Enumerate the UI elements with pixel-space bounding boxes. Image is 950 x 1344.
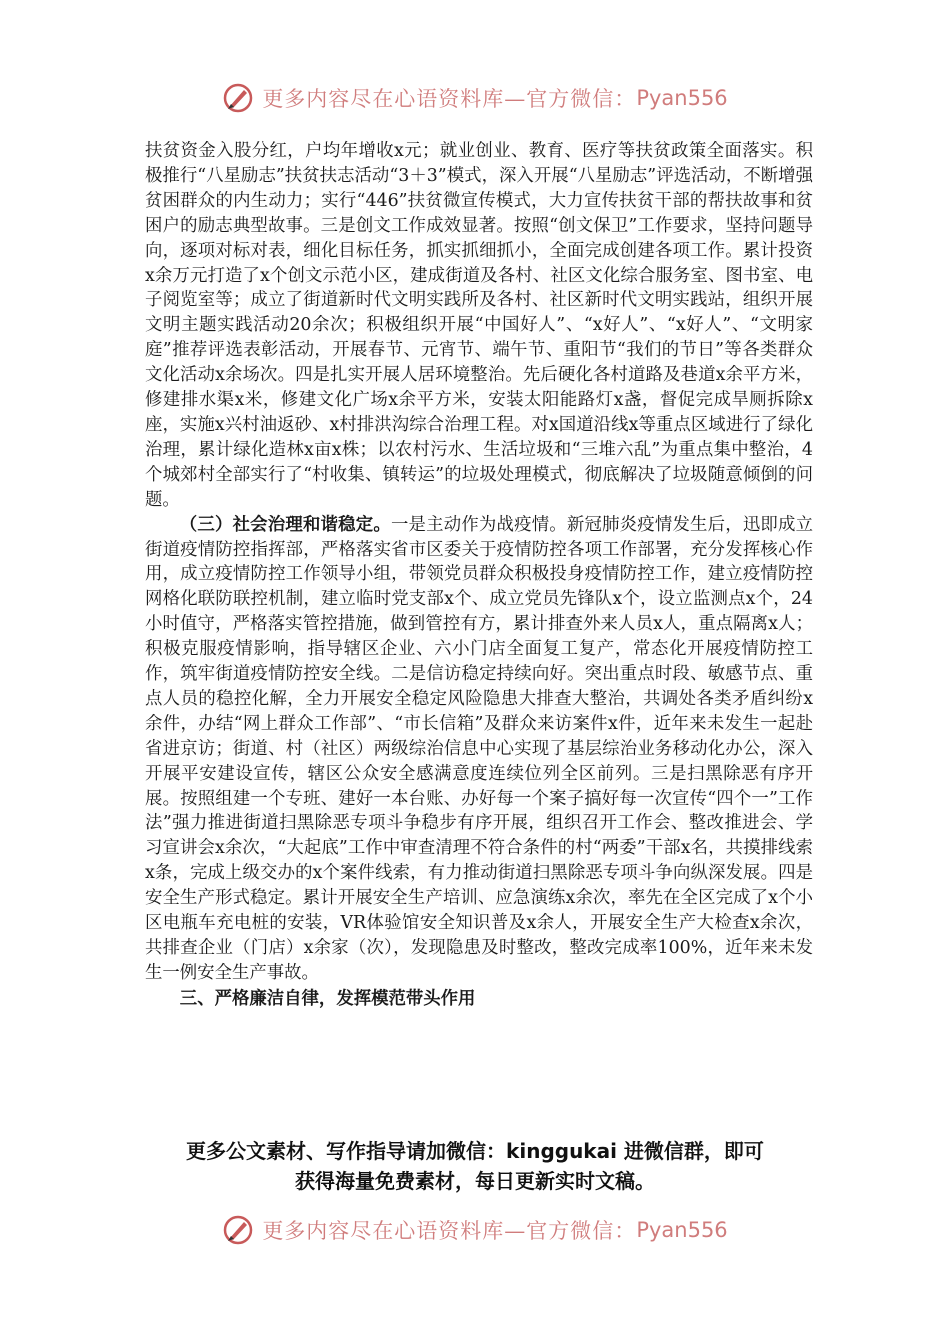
watermark-top bbox=[0, 78, 950, 118]
paragraph-social-governance bbox=[145, 513, 813, 986]
watermark-brand: Pyan556 bbox=[636, 1218, 728, 1242]
promo-line-2: 获得海量免费素材，每日更新实时文稿。 bbox=[295, 1169, 655, 1193]
logo-icon bbox=[222, 1214, 254, 1246]
watermark-brand: Pyan556 bbox=[636, 86, 728, 110]
section-lead: （三）社会治理和谐稳定。 bbox=[179, 514, 391, 535]
document-body bbox=[145, 139, 813, 1012]
section-heading: 三、严格廉洁自律，发挥模范带头作用 bbox=[179, 988, 476, 1009]
watermark-text: 更多内容尽在心语资料库—官方微信： bbox=[262, 87, 637, 111]
paragraph-continuation: 扶贫资金入股分红，户均年增收x元；就业创业、教育、医疗等扶贫政策全面落实。积极推行“八星励志”扶贫扶志活动“3＋3”模式，深入开展“八星励志”评选活动，不断增强贫困群众的内生动力；实行“446”扶贫微宣传模式，大力宣传扶贫干部的帮扶故事和贫困户的励志典型故事。三是创文工作成效显著。按照“创文保卫”工作要求，坚持问题导向，逐项对标对表，细化目标任务，抓实抓细抓小，全面完成创建各项工作。累计投资x余万元打造了x个创文示范小区，建成街道及各村、社区文化综合服务室、图书室、电子阅览室等；成立了街道新时代文明实践所及各村、社区新时代文明实践站，组织开展文明主题实践活动20余次；积极组织开展“中国好人”、“x好人”、“x好人”、“文明家庭”推荐评选表彰活动，开展春节、元宵节、端午节、重阳节“我们的节日”等各类群众文化活动x余场次。四是扎实开展人居环境整治。先后硬化各村道路及巷道x余平方米，修建排水渠x米，修建文化广场x余平方米，安装太阳能路灯x盏，督促完成旱厕拆除x座，实施x兴村油返砂、x村排洪沟综合治理工程。对x国道沿线x等重点区域进行了绿化治理，累计绿化造林x亩x株；以农村污水、生活垃圾和“三堆六乱”为重点集中整治，4个城郊村全部实行了“村收集、镇转运”的垃圾处理模式，彻底解决了垃圾随意倾倒的问题。 bbox=[145, 141, 813, 510]
watermark-bottom bbox=[0, 1210, 950, 1250]
logo-icon bbox=[222, 82, 254, 114]
promo-banner bbox=[130, 1136, 820, 1196]
watermark-text: 更多内容尽在心语资料库—官方微信： bbox=[262, 1219, 637, 1243]
promo-line-1: 更多公文素材、写作指导请加微信：kinggukai 进微信群，即可 bbox=[186, 1139, 764, 1163]
section-body: 一是主动作为战疫情。新冠肺炎疫情发生后，迅即成立街道疫情防控指挥部，严格落实省市区委关于疫情防控各项工作部署，充分发挥核心作用，成立疫情防控工作领导小组，带领党员群众积极投身疫情防控工作，建立疫情防控网格化联防联控机制，建立临时党支部x个、成立党员先锋队x个，设立监测点x个，24小时值守，严格落实管控措施，做到管控有方，累计排查外来人员x人，重点隔离x人；积极克服疫情影响，指导辖区企业、六小门店全面复工复产，常态化开展疫情防控工作，筑牢街道疫情防控安全线。二是信访稳定持续向好。突出重点时段、敏感节点、重点人员的稳控化解，全力开展安全稳定风险隐患大排查大整治，共调处各类矛盾纠纷x余件，办结“网上群众工作部”、“市长信箱”及群众来访案件x件，近年来未发生一起赴省进京访；街道、村（社区）两级综治信息中心实现了基层综治业务移动化办公，深入开展平安建设宣传，辖区公众安全感满意度连续位列全区前列。三是扫黑除恶有序开展。按照组建一个专班、建好一本台账、办好每一个案子搞好每一次宣传“四个一”工作法”强力推进街道扫黑除恶专项斗争稳步有序开展，组织召开工作会、整改推进会、学习宣讲会x余次，“大起底”工作中审查清理不符合条件的村“两委”干部x名，共摸排线索x条，完成上级交办的x个案件线索，有力推动街道扫黑除恶专项斗争向纵深发展。四是安全生产形式稳定。累计开展安全生产培训、应急演练x余次，率先在全区完成了x个小区电瓶车充电桩的安装，VR体验馆安全知识普及x余人，开展安全生产大检查x余次，共排查企业（门店）x余家（次），发现隐患及时整改，整改完成率100%，近年来未发生一例安全生产事故。 bbox=[145, 514, 813, 983]
